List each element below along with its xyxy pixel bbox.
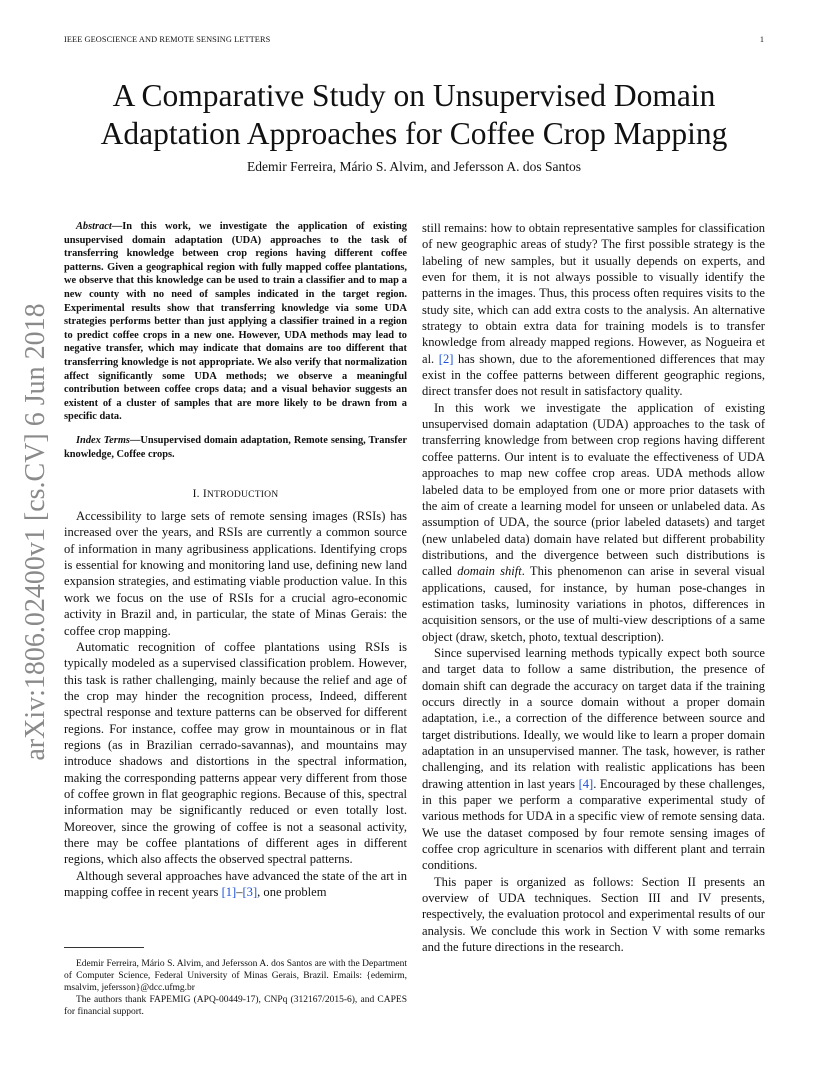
domain-shift-term: domain shift [457,564,522,579]
section-first-letter: I [202,487,207,501]
right-paragraph-4: This paper is organized as follows: Section II presents an overview of UDA techniques. Section III and IV presents, respectively, the evaluation protocol and experimental results of our analysis. We conclude this work in Section V with some remarks and the future directions in the research. [422,874,765,955]
right-paragraph-3 [422,645,765,874]
right-paragraph-2 [422,400,765,645]
rp3-after: . Encouraged by these challenges, in this paper we perform a comparative experimental study of various methods for UDA in a specific view of remote sensing data. We use the dataset composed by four remote sensing images of coffee crop agriculture in scenarios with different plant and terrain conditions. [422,776,766,873]
citation-link-2[interactable]: [2] [438,351,454,366]
citation-link-1[interactable]: [1] [221,885,237,899]
citation-link-4[interactable]: [4] [578,776,594,791]
footnote-rule [64,947,144,948]
abstract-text: —In this work, we investigate the application of existing unsupervised domain adaptation (UDA) approaches to the task of transferring knowledge between crop regions having different coffee patterns. Given a geographical region with fully mapped coffee plantations, we observe that this knowledge can be used to train a classifier and to map a new county with no need of samples indicated in the target region. Experimental results show that transferring knowledge via some UDA strategies performs better than just applying a classifier trained in a region to predict coffee crops in a new one. However, UDA methods may lead to negative transfer, which may indicate that domains are too different that transferring knowledge is not appropriate. We also verify that normalization affect significantly some UDA methods; we observe a meaningful contribution between coffee crops data; and a visual behavior suggests an existent of a cluster of samples that are more likely to be drawn from a specific data. [64,221,407,423]
title-line-1: A Comparative Study on Unsupervised Domain [112,78,716,113]
intro-paragraph-2: Automatic recognition of coffee plantations using RSIs is typically modeled as a supervised classification problem. However, this task is rather challenging, mainly because the relief and age of the crop may hinder the recognition process, Indeed, different spectral response and texture patterns can be observed for different regions. For instance, coffee may grow in mountainous or in flat regions (as in Brazilian cerrado-savannas), and mountains may introduce shadows and distortions in the spectral information, making the corresponding patterns appear very different from those of coffee grown in flat geographic regions. Because of this, spectral information may be significantly reduced or even totally lost. Moreover, since the growing of coffee is not a seasonal activity, there may be coffee plantations of different ages in different regions, which also affects the observed spectral patterns. [64,639,407,867]
index-terms-lead: Index Terms [76,434,130,446]
running-head: IEEE GEOSCIENCE AND REMOTE SENSING LETTERS [64,35,271,44]
author-list: Edemir Ferreira, Mário S. Alvim, and Jefersson A. dos Santos [246,159,582,174]
rp2-before: In this work we investigate the application of existing unsupervised domain adaptation (UDA) approaches to the task of transferring knowledge from between crop regions having different coffee patterns. Our intent is to evaluate the effectiveness of UDA approaches to map new coffee crop areas. UDA methods allow labeled data to be employed from one or more prior datasets with the aim of create a learning model for unseen or unlabeled data. As assumption of UDA, the source (prior labeled datasets) and target (new unlabeled data) domain have related but different probability distributions, and the divergence between such distributions is called [422,400,765,579]
section-heading-introduction [64,487,407,500]
index-terms-text: —Unsupervised domain adaptation, Remote sensing, Transfer knowledge, Coffee crops. [64,434,407,460]
paper-title [64,77,764,153]
left-column [64,220,407,900]
p3-before: Although several approaches have advanced the state of the art in mapping coffee in recent years [64,868,407,899]
section-rest: NTRODUCTION [206,489,279,501]
citation-link-3[interactable]: [3] [242,885,258,899]
footnotes [64,954,407,1018]
p3-after: , one problem [257,885,327,899]
title-line-2: Adaptation Approaches for Coffee Crop Mapping [100,116,728,151]
abstract-lead: Abstract [76,221,112,232]
rp1-before: still remains: how to obtain representative samples for classification of new geographic areas of study? The first possible strategy is the labeling of new samples, but it usually depends on experts, and even for them, it is not always possible to visually identify the patterns in the images. Thus, this process often requires visits to the study site, which can add extra costs to the analysis. An alternative strategy to obtain extra data for training models is to transfer knowledge from already mapped regions. However, as Nogueira et al. [422,221,765,366]
intro-paragraph-3 [64,868,407,901]
index-terms [64,434,407,461]
right-paragraph-1 [422,220,765,400]
arxiv-identifier[interactable]: arXiv:1806.02400v1 [cs.CV] 6 Jun 2018 [20,303,51,761]
rp1-after: has shown, due to the aforementioned differences that may exist in the coffee patterns between different geographic regions, direct transfer does not result in satisfactory quality. [422,351,765,399]
section-numeral: I. [192,487,203,501]
page-number: 1 [759,35,764,44]
rp2-after: . This phenomenon can arise in several visual applications, caused, for instance, by human pose-changes in estimation tasks, luminosity variations in photos, differences in acquisition sensors, or the use of multi-view descriptions of a same object (draw, sketch, photo, textual description). [422,564,765,644]
abstract [64,220,407,424]
intro-paragraph-1: Accessibility to large sets of remote sensing images (RSIs) has increased over the years, and RSIs are currently a common source of information in many agribusiness applications. Identifying crops is essential for knowing and monitoring land use, defining new land expansion strategies, and estimating viable production value. In this work we focus on the use of RSIs for a crucial agro-economic activity in Brazil and, in particular, the state of Minas Gerais: the coffee crop mapping. [64,509,407,638]
footnote-affiliation: Edemir Ferreira, Mário S. Alvim, and Jefersson A. dos Santos are with the Department of Computer Science, Federal University of Minas Gerais, Brazil. Emails: {edemirm, msalvim, jefersson}@dcc.ufmg.br [64,959,407,993]
footnote-funding: The authors thank FAPEMIG (APQ-00449-17), CNPq (312167/2015-6), and CAPES for financial support. [64,995,407,1017]
p3-dash: – [236,885,243,899]
rp3-before: Since supervised learning methods typically expect both source and target data to follow a same distribution, the presence of domain shift can degrade the accuracy on target data if the training occurs directly in a source domain without a proper domain adaptation, i.e., a correction of the difference between source and target distributions. Ideally, we would like to learn a proper domain adaptation in an unsupervised manner. The task, however, is rather challenging, and its relation with realistic applications has been drawing attention in last years [422,645,765,791]
right-column [422,220,765,955]
